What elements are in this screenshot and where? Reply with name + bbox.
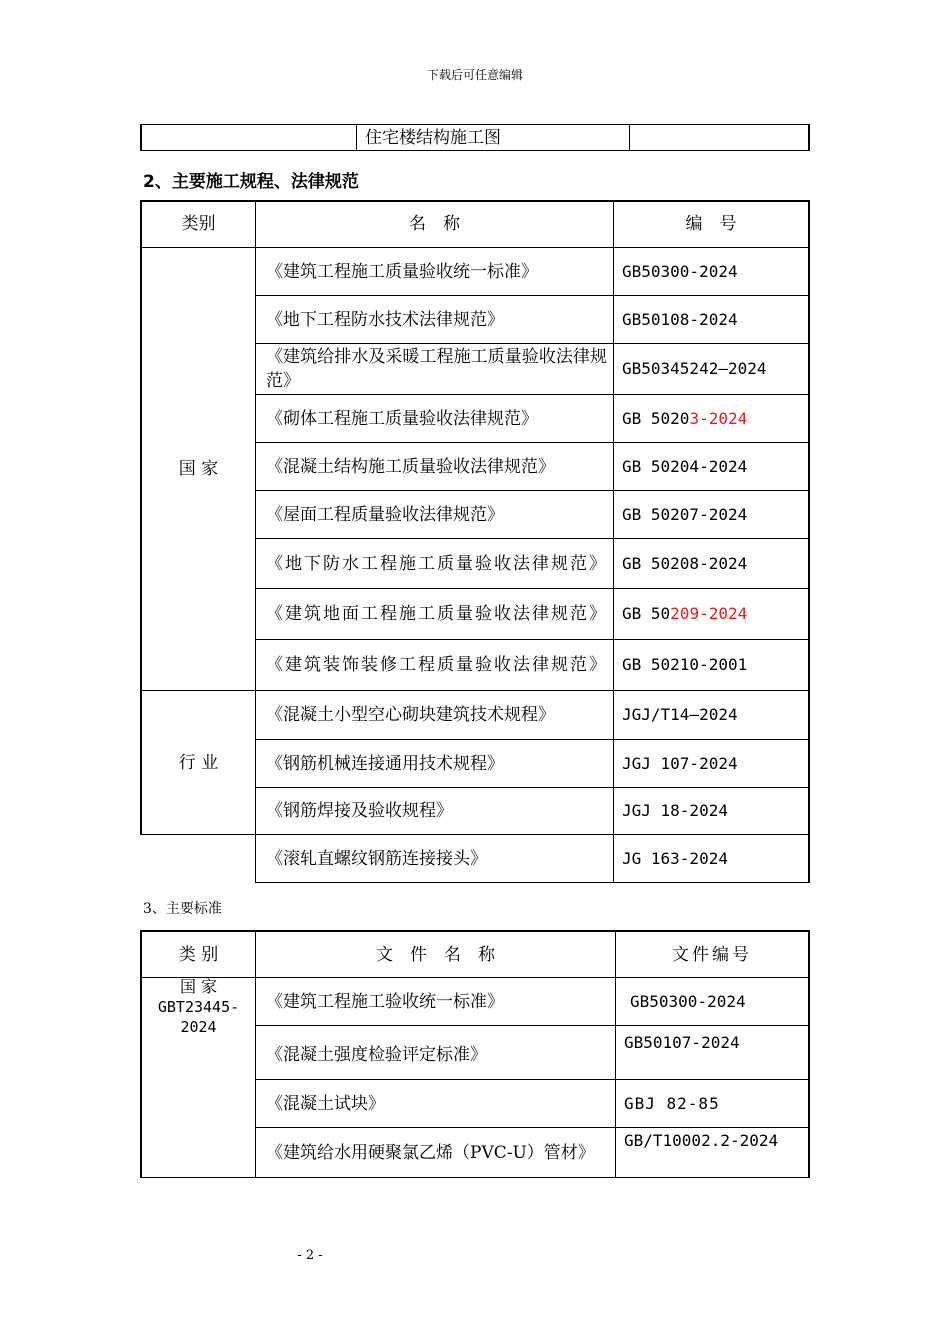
- header-note: 下载后可任意编辑: [426, 68, 523, 82]
- row-code: JGJ 107-2024: [622, 753, 738, 773]
- row-code: GB50107-2024: [624, 1033, 740, 1052]
- row-name: 《砌体工程施工质量验收法律规范》: [266, 408, 538, 429]
- row-code: [614, 589, 808, 639]
- row-name: 《钢筋焊接及验收规程》: [266, 801, 453, 821]
- col-header-code: 编 号: [685, 214, 737, 234]
- row-name: 《建筑给排水及采暖工程施工质量验收法律规范》: [266, 347, 607, 391]
- row-name: 《屋面工程质量验收法律规范》: [266, 504, 504, 525]
- col-header-code: 文件编号: [672, 944, 752, 965]
- row-name: 《滚轧直螺纹钢筋连接接头》: [266, 848, 487, 869]
- row-code: JG 163-2024: [622, 848, 728, 868]
- row-code: JGJ/T14—2024: [622, 705, 738, 724]
- row-name: 《建筑工程施工质量验收统一标准》: [266, 261, 538, 282]
- row-code: JGJ 18-2024: [622, 801, 728, 820]
- section2-title: 2、主要施工规程、法律规范: [143, 172, 359, 192]
- row-name: 《地下工程防水技术法律规范》: [266, 309, 504, 330]
- code-part: GB 5020: [622, 408, 690, 428]
- top-box-title: 住宅楼结构施工图: [365, 127, 501, 148]
- code-part-highlight: 3-2024: [689, 408, 748, 428]
- category-national: 国 家: [178, 459, 219, 479]
- row-name: 《混凝土试块》: [266, 1093, 385, 1114]
- row-code: GB50300-2024: [630, 991, 746, 1011]
- category-standard-code: GBT23445-: [157, 998, 240, 1016]
- row-code: GB50345242—2024: [622, 359, 767, 378]
- category-industry: 行 业: [178, 752, 219, 773]
- category-national: 国 家: [179, 977, 218, 996]
- row-code: GB/T10002.2-2024: [624, 1131, 779, 1150]
- row-code: GB 50207-2024: [622, 504, 748, 524]
- row-name: 《建筑给水用硬聚氯乙烯（PVC-U）管材》: [266, 1142, 595, 1163]
- row-code: GB50108-2024: [622, 309, 738, 329]
- row-name: 《钢筋机械连接通用技术规程》: [266, 753, 504, 774]
- category-standard-year: 2024: [180, 1018, 217, 1036]
- col-header-category: 类别: [181, 214, 216, 234]
- page-number: - 2 -: [297, 1248, 323, 1263]
- row-name: 《建筑工程施工验收统一标准》: [266, 991, 504, 1012]
- col-header-category: 类 别: [178, 944, 219, 965]
- code-part: GB 50: [622, 604, 671, 623]
- row-name: 《地下防水工程施工质量验收法律规范》: [266, 553, 608, 574]
- row-name: 《混凝土小型空心砌块建筑技术规程》: [266, 705, 555, 725]
- row-name: 《建筑地面工程施工质量验收法律规范》: [266, 604, 608, 624]
- row-code: GB50300-2024: [622, 261, 738, 281]
- row-code: GB 50210-2001: [622, 655, 748, 674]
- col-header-name: 文 件 名 称: [376, 944, 495, 965]
- section3-title: 3、主要标准: [143, 901, 222, 917]
- row-name: 《混凝土强度检验评定标准》: [266, 1044, 487, 1065]
- col-header-name: 名 称: [409, 214, 460, 234]
- row-name: 《混凝土结构施工质量验收法律规范》: [266, 456, 555, 477]
- row-code: GBJ 82-85: [624, 1093, 720, 1113]
- row-code: [614, 395, 808, 442]
- category-national-cell: [142, 977, 255, 1037]
- row-name: 《建筑装饰装修工程质量验收法律规范》: [266, 655, 608, 675]
- code-part-highlight: 209-2024: [670, 604, 748, 623]
- row-code: GB 50208-2024: [622, 553, 748, 573]
- row-code: GB 50204-2024: [622, 456, 748, 476]
